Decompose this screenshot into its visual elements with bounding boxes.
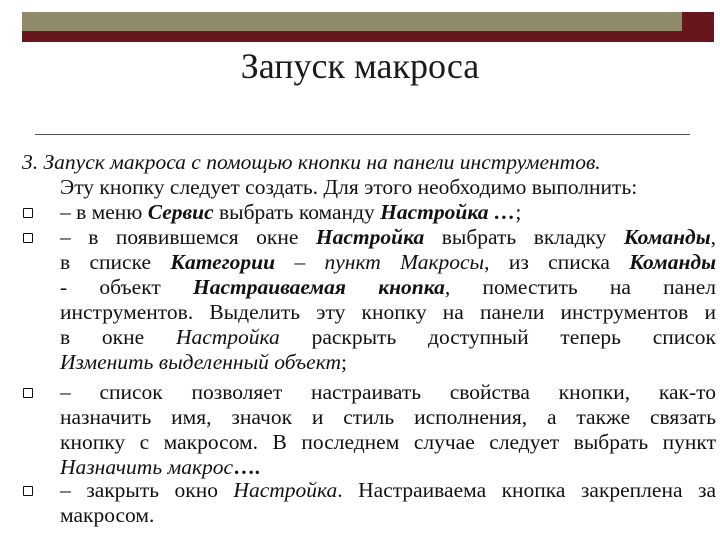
intro-paragraph [22, 150, 718, 200]
square-bullet-icon [23, 486, 33, 496]
intro-heading: 3. Запуск макроса с помощью кнопки на панели инструментов. [22, 150, 601, 174]
title-divider [35, 134, 690, 135]
header-corner-square [682, 12, 714, 31]
list-item-text: – закрыть окно Настройка. Настраиваема кнопка закреплена за макросом. [60, 478, 716, 527]
slide-title: Запуск макроса [240, 46, 480, 86]
header-bar-olive [22, 12, 682, 31]
intro-text: Эту кнопку следует создать. Для этого необходимо выполнить: [60, 175, 638, 199]
square-bullet-icon [23, 233, 33, 243]
square-bullet-icon [23, 388, 33, 398]
list-item-text: – список позволяет настраивать свойства кнопки, как-то назначить имя, значок и стиль исполнения, а также связать кнопку с макросом. В последнем случае следует выбрать пункт Назначить макрос…. [60, 380, 716, 479]
list-item-text: – в появившемся окне Настройка выбрать вкладку Команды, в списке Категории – пункт Макросы, из списка Команды - объект Настраиваемая кнопка, поместить на панел инструментов. Выделить эту кнопку на панели инструментов и в окне Настройка раскрыть доступный теперь список Изменить выделенный объект; [60, 225, 716, 374]
square-bullet-icon [23, 208, 33, 218]
list-item-text: – в меню Сервис выбрать команду Настройка …; [60, 200, 522, 224]
